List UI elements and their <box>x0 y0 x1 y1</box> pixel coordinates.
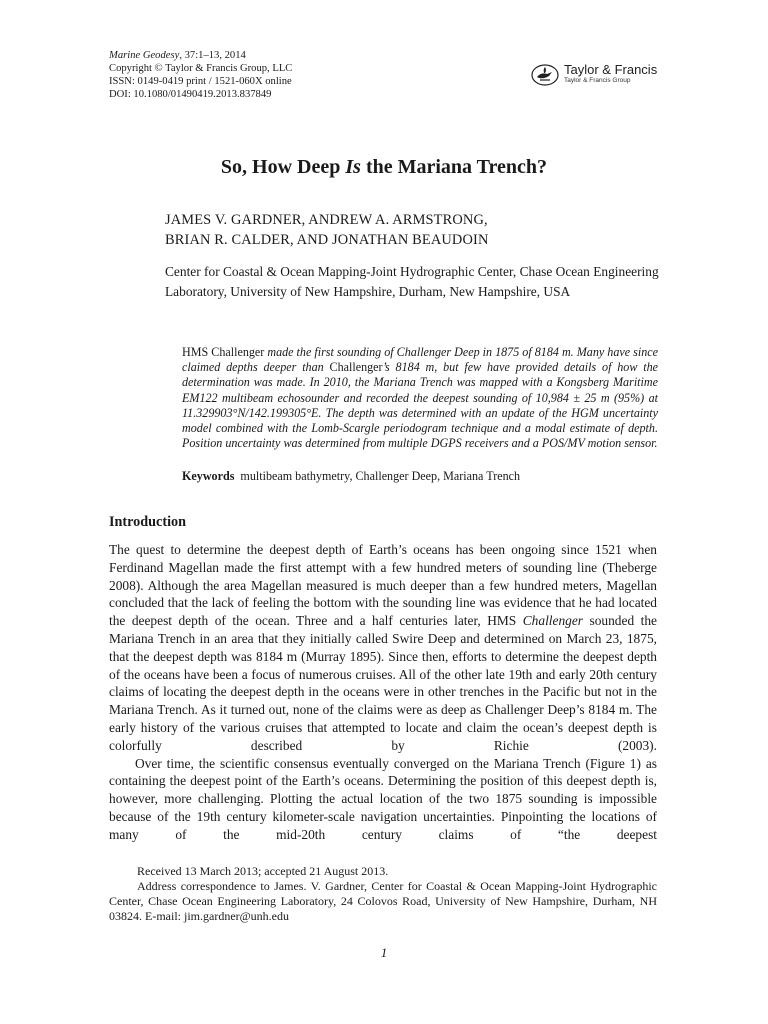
author-line: BRIAN R. CALDER, AND JONATHAN BEAUDOIN <box>165 231 489 248</box>
title-emphasis: Is <box>345 156 361 178</box>
abstract-text: ’s 8184 m, but few have provided details of how the determination was made. In 2010, the Mariana Trench was mapped with a Kongsberg Maritime EM122 multibeam echosounder and recorded the deepest sounding of 10,984 ± 25 m (95%) at 11.329903°N/142.199305°E. The depth was determined with an update of the HGM uncertainty model combined with the Lomb-Scargle periodogram technique and a modal estimate of depth. Position uncertainty was determined from multiple DGPS receivers and a POS/MV motion sensor. <box>182 360 659 451</box>
journal-name: Marine Geodesy <box>109 50 180 61</box>
abstract-text: made the first sounding of Challenger Deep in 1875 of 8184 m. Many have since claimed depths deeper than <box>182 345 658 375</box>
author-list <box>165 211 489 250</box>
ship-name: Challenger <box>211 345 265 359</box>
publisher-group: Taylor & Francis Group <box>564 77 631 84</box>
abstract <box>182 345 658 451</box>
affiliation: Center for Coastal & Ocean Mapping-Joint Hydrographic Center, Chase Ocean Engineering Laboratory, University of New Hampshire, Durham, New Hampshire, USA <box>165 264 659 299</box>
volume-info: , 37:1–13, 2014 <box>179 50 246 61</box>
copyright-line: Copyright © Taylor & Francis Group, LLC <box>109 63 293 74</box>
keywords <box>182 469 520 484</box>
author-line: JAMES V. GARDNER, ANDREW A. ARMSTRONG, <box>165 212 488 228</box>
page-number: 1 <box>380 945 388 960</box>
keywords-label: Keywords <box>182 469 235 483</box>
body-text <box>109 541 657 844</box>
correspondence-note: Address correspondence to James. V. Gardner, Center for Coastal & Ocean Mapping-Joint Hydrographic Center, Chase Ocean Engineering Laboratory, 24 Colovos Road, University of New Hampshire, Durham, NH 03824. E-mail: jim.gardner@unh.edu <box>109 878 657 923</box>
footnotes <box>109 864 657 924</box>
received-note: Received 13 March 2013; accepted 21 August 2013. <box>137 864 389 878</box>
paper-title <box>0 155 768 179</box>
issn-line: ISSN: 0149-0419 print / 1521-060X online <box>109 76 292 87</box>
publisher-logo <box>530 63 657 87</box>
paragraph <box>109 541 657 755</box>
ship-name: Challenger <box>329 360 383 375</box>
paragraph: Over time, the scientific consensus eventually converged on the Mariana Trench (Figure 1) as containing the deepest point of the Earth’s oceans. Determining the position of this deepest depth is, however, more challenging. Plotting the actual location of the two 1875 sounding is impossible because of the 19th century kilometer-scale navigation uncertainties. Pinpointing the locations of many of the mid-20th century claims of “the deepest <box>109 755 657 842</box>
article-metadata <box>109 49 292 101</box>
paragraph-text: sounded the Mariana Trench in an area that they initially called Swire Deep and determined on March 23, 1875, that the deepest depth was 8184 m (Murray 1895). Since then, efforts to determine the deepest depth of the oceans have been a focus of numerous cruises. All of the other late 19th and early 20th century claims of locating the deepest depth in the oceans were in other trenches in the Pacific but not in the Mariana Trench. As it turned out, none of the claims were as deep as Challenger Deep’s 8184 m. The early history of the various cruises that attempted to locate and claim the ocean’s deepest depth is colorfully described by Richie (2003). <box>109 613 657 753</box>
journal-citation <box>109 49 292 62</box>
doi-line: DOI: 10.1080/01490419.2013.837849 <box>109 89 272 100</box>
ship-name: Challenger <box>522 613 584 629</box>
paragraph-text: The quest to determine the deepest depth of Earth’s oceans has been ongoing since 1521 when Ferdinand Magellan made the first attempt with a few hundred meters of sounding line (Theberge 2008). Although the area Magellan measured is much deeper than a few hundred meters, Magellan concluded that the lack of feeling the bottom with the sounding line was evidence that he had located the deepest depth of the ocean. Three and a half centuries later, HMS <box>109 542 657 629</box>
abstract-text: HMS <box>182 345 212 359</box>
title-part: the Mariana Trench? <box>360 156 548 178</box>
keywords-text: multibeam bathymetry, Challenger Deep, Mariana Trench <box>240 469 521 483</box>
section-heading: Introduction <box>109 514 186 530</box>
lamp-logo-icon <box>530 63 560 87</box>
title-part: So, How Deep <box>220 156 346 178</box>
publisher-name: Taylor & Francis <box>564 62 658 77</box>
